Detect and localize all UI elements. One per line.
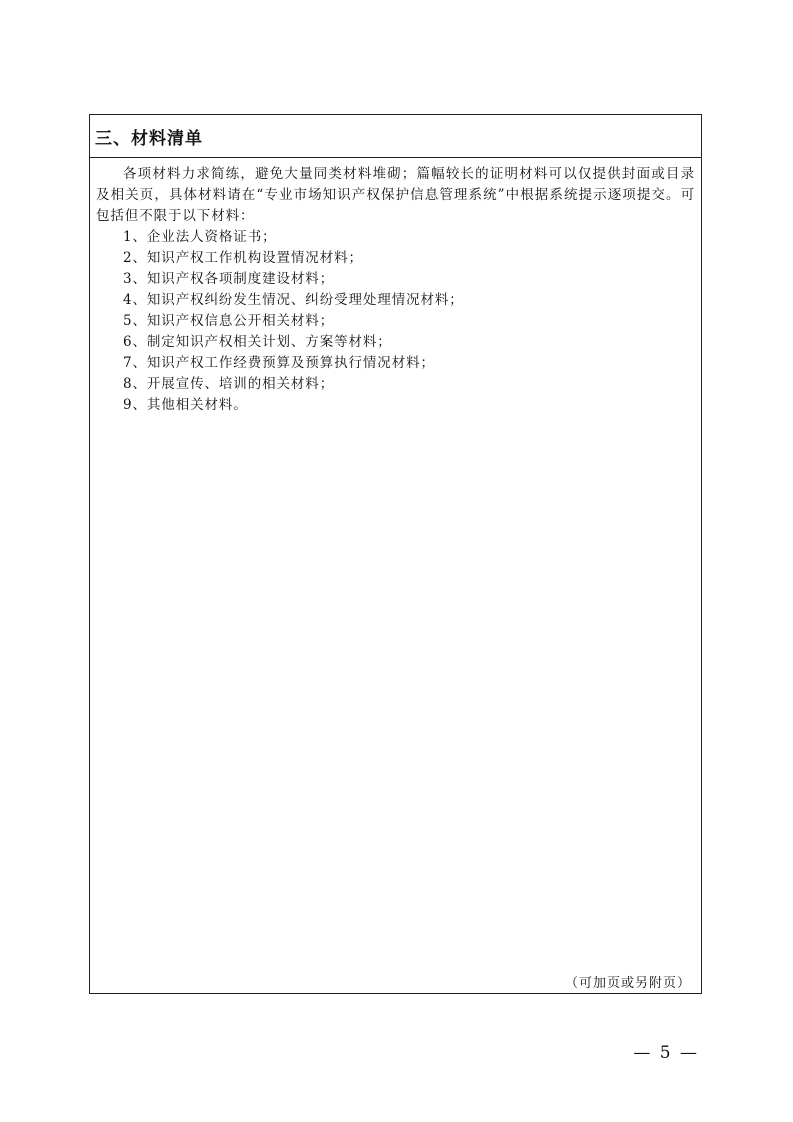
- material-list: [96, 227, 695, 416]
- list-item: 8、开展宣传、培训的相关材料；: [123, 376, 335, 392]
- intro-paragraph: 各项材料力求简练，避免大量同类材料堆砌；篇幅较长的证明材料可以仅提供封面或目录及相关页，具体材料请在“专业市场知识产权保护信息管理系统”中根据系统提示逐项提交。可包括但不限于以下材料：: [96, 166, 695, 224]
- list-item: 1、企业法人资格证书；: [123, 229, 277, 245]
- section-title: 三、材料清单: [95, 128, 203, 149]
- list-item: 2、知识产权工作机构设置情况材料；: [123, 250, 363, 266]
- list-item: 6、制定知识产权相关计划、方案等材料；: [123, 334, 392, 350]
- section-content: [90, 158, 701, 416]
- list-item: 4、知识产权纠纷发生情况、纠纷受理处理情况材料；: [123, 292, 464, 308]
- page-number: — 5 —: [633, 1043, 699, 1063]
- list-item: 9、其他相关材料。: [123, 397, 248, 413]
- list-item: 3、知识产权各项制度建设材料；: [123, 271, 335, 287]
- list-item: 7、知识产权工作经费预算及预算执行情况材料；: [123, 355, 435, 371]
- additional-pages-note: （可加页或另附页）: [564, 976, 691, 991]
- materials-form-box: [89, 114, 702, 994]
- list-item: 5、知识产权信息公开相关材料；: [123, 313, 335, 329]
- section-header: [90, 115, 701, 158]
